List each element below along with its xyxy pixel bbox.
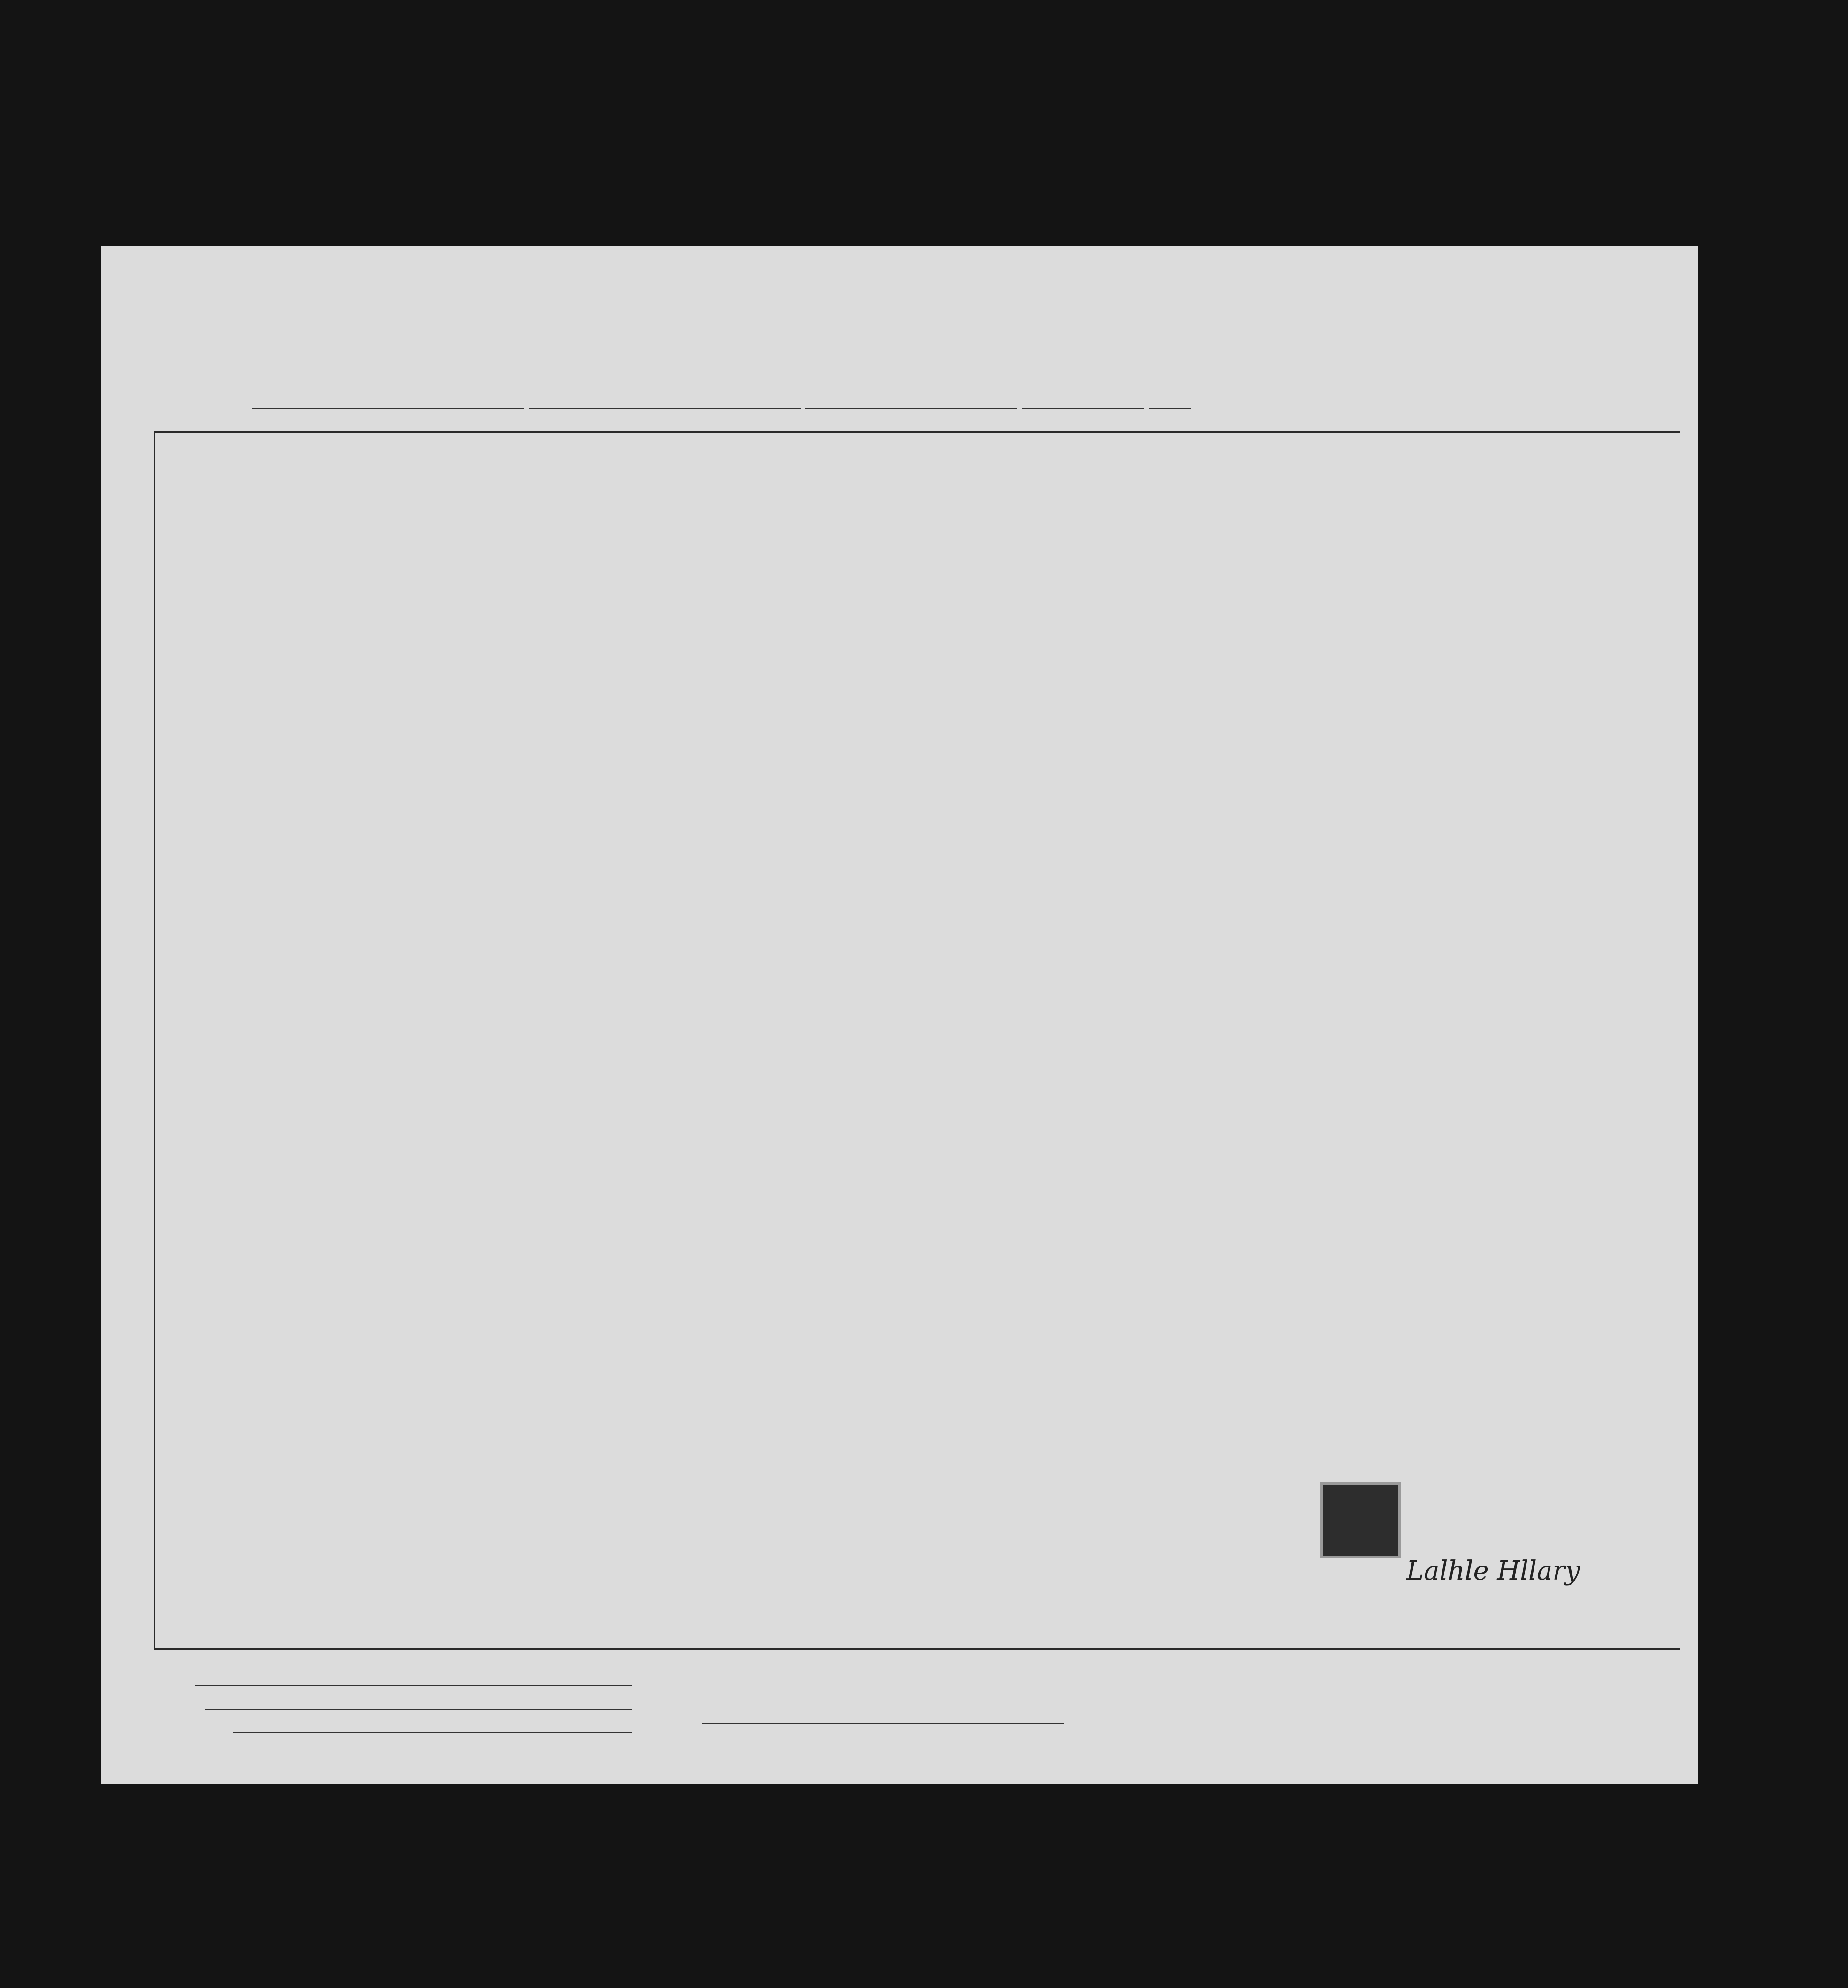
sheet-number [1543, 282, 1628, 296]
arrival-port [805, 408, 1017, 409]
service-number [1430, 1626, 1439, 1644]
fee-stamp [1320, 1482, 1401, 1558]
vessel-line [252, 395, 1191, 413]
embassy-stamp [1430, 1386, 1664, 1508]
vessel-name [252, 408, 524, 409]
consul-signature: Lalhle Hllary [1406, 1556, 1580, 1586]
sailing-port [529, 408, 801, 409]
manifest-sheet [101, 246, 1698, 1784]
arrival-date [1022, 408, 1144, 409]
